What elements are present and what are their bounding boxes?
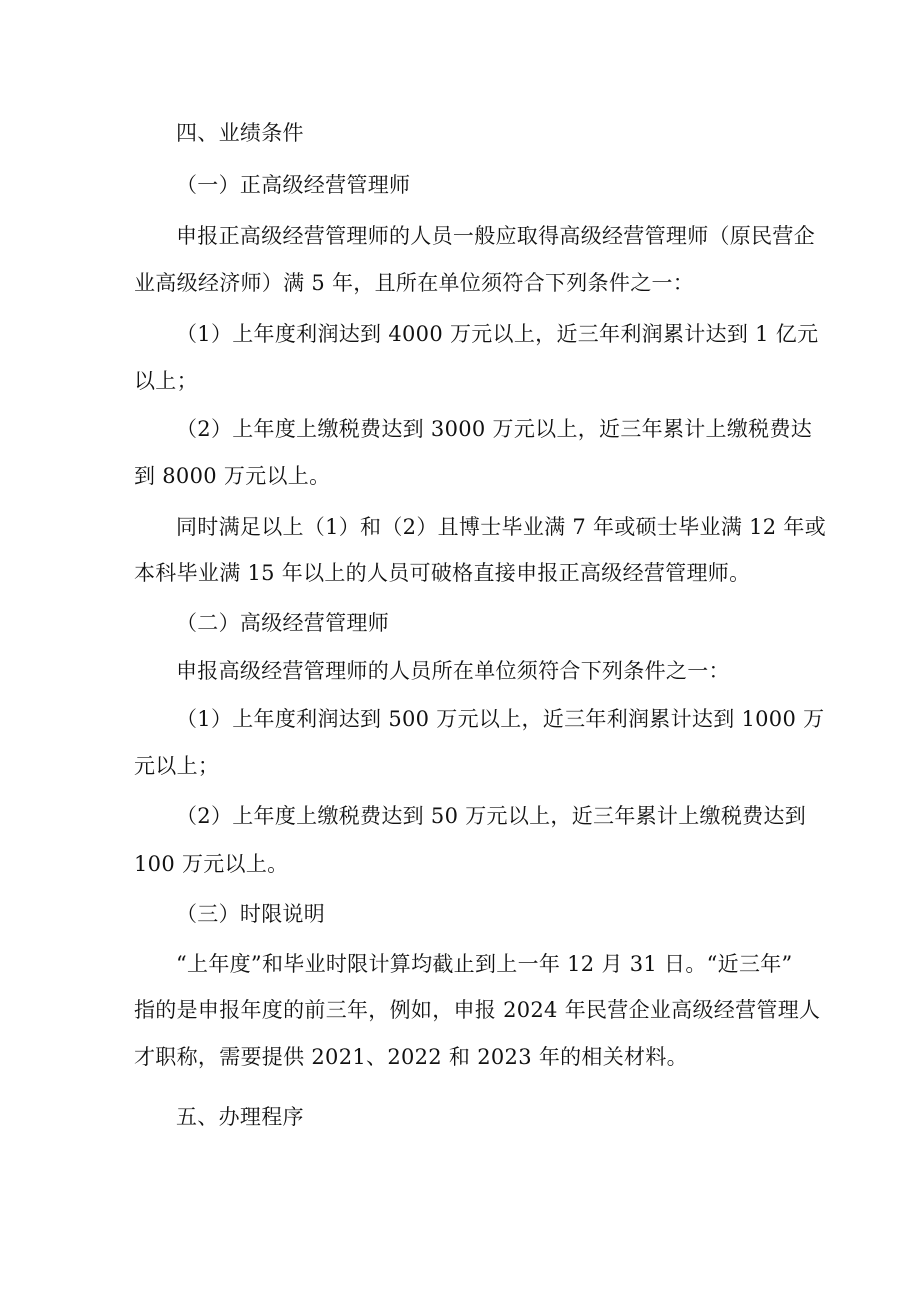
paragraph-line: （2）上年度上缴税费达到 50 万元以上，近三年累计上缴税费达到 <box>176 804 807 828</box>
subsection-heading-senior: （二）高级经营管理师 <box>176 611 389 635</box>
paragraph-line: “上年度”和毕业时限计算均截止到上一年 12 月 31 日。“近三年” <box>176 952 793 976</box>
paragraph-line: （2）上年度上缴税费达到 3000 万元以上，近三年累计上缴税费达 <box>176 417 813 441</box>
paragraph-line: 同时满足以上（1）和（2）且博士毕业满 7 年或硕士毕业满 12 年或 <box>176 515 827 539</box>
paragraph-line: 本科毕业满 15 年以上的人员可破格直接申报正高级经营管理师。 <box>134 561 751 585</box>
paragraph-line: 元以上； <box>134 754 220 778</box>
paragraph-line: 业高级经济师）满 5 年，且所在单位须符合下列条件之一： <box>134 271 695 295</box>
paragraph-line: 100 万元以上。 <box>134 852 289 876</box>
section-heading-performance: 四、业绩条件 <box>176 121 304 145</box>
paragraph-line: 以上； <box>134 369 198 393</box>
subsection-heading-time-limit: （三）时限说明 <box>176 902 326 926</box>
paragraph-line: 申报高级经营管理师的人员所在单位须符合下列条件之一： <box>176 659 730 683</box>
paragraph-line: 指的是申报年度的前三年，例如，申报 2024 年民营企业高级经营管理人 <box>134 998 821 1022</box>
section-heading-procedure: 五、办理程序 <box>176 1105 304 1129</box>
paragraph-line: （1）上年度利润达到 4000 万元以上，近三年利润累计达到 1 亿元 <box>176 322 819 346</box>
subsection-heading-senior-professor: （一）正高级经营管理师 <box>176 173 411 197</box>
paragraph-line: 到 8000 万元以上。 <box>134 464 331 488</box>
paragraph-line: 才职称，需要提供 2021、2022 和 2023 年的相关材料。 <box>134 1045 688 1069</box>
paragraph-line: 申报正高级经营管理师的人员一般应取得高级经营管理师（原民营企 <box>176 224 815 248</box>
paragraph-line: （1）上年度利润达到 500 万元以上，近三年利润累计达到 1000 万 <box>176 707 825 731</box>
